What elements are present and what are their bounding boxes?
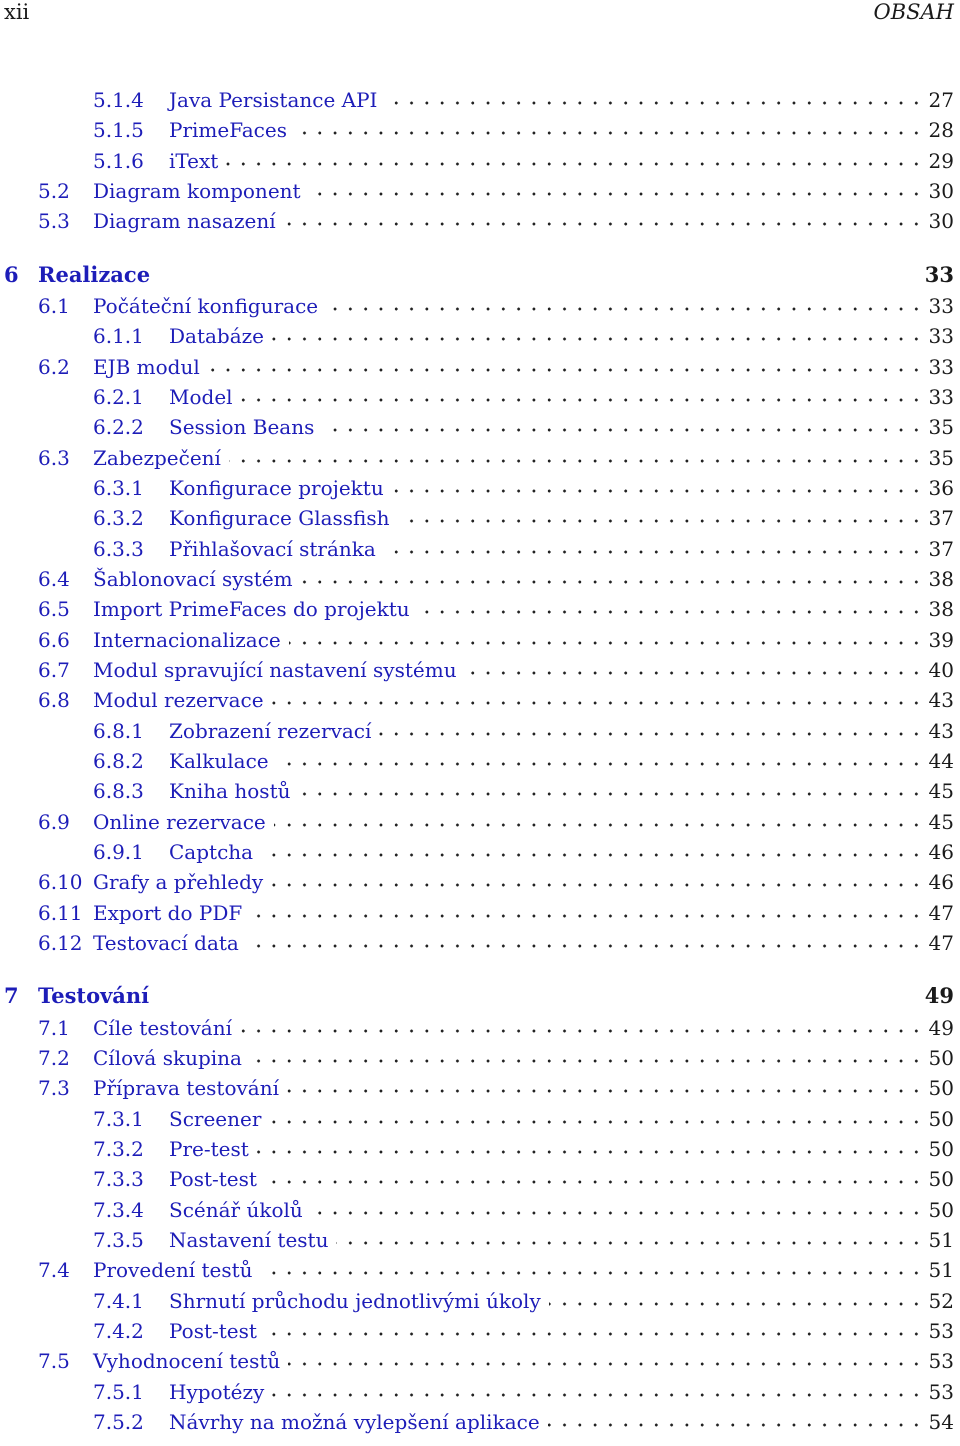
toc-entry-number[interactable]: 7 — [4, 983, 19, 1008]
toc-dot-leader — [241, 382, 924, 412]
toc-entry-number[interactable]: 7.3.2 — [93, 1137, 144, 1161]
toc-entry-page: 33 — [928, 294, 954, 318]
toc-subsection-entry[interactable] — [0, 716, 960, 746]
toc-entry-title[interactable]: Pre-test — [169, 1137, 249, 1161]
toc-dot-leader — [549, 1286, 924, 1316]
toc-entry-page: 50 — [928, 1167, 954, 1191]
toc-section-entry[interactable] — [0, 1043, 960, 1073]
toc-entry-number[interactable]: 7.1 — [38, 1016, 70, 1040]
toc-dot-leader — [289, 625, 924, 655]
toc-entry-page: 33 — [928, 324, 954, 348]
toc-entry-number[interactable]: 6.3 — [38, 446, 70, 470]
toc-entry-page: 51 — [928, 1258, 954, 1282]
toc-entry-title[interactable]: Realizace — [38, 262, 151, 287]
toc-entry-title[interactable]: Modul rezervace — [93, 688, 264, 712]
toc-entry-number[interactable]: 7.3.1 — [93, 1107, 144, 1131]
toc-entry-page: 43 — [928, 688, 954, 712]
toc-entry-number[interactable]: 5.1.6 — [93, 149, 144, 173]
toc-entry-page: 38 — [928, 567, 954, 591]
toc-section-entry[interactable] — [0, 685, 960, 715]
toc-dot-leader — [240, 1013, 924, 1043]
toc-subsection-entry[interactable] — [0, 473, 960, 503]
toc-entry-page: 46 — [928, 840, 954, 864]
toc-entry-page: 38 — [928, 597, 954, 621]
toc-entry-page: 46 — [928, 870, 954, 894]
toc-subsection-entry[interactable] — [0, 1225, 960, 1255]
toc-entry-number[interactable]: 6.4 — [38, 567, 70, 591]
toc-entry-page: 50 — [928, 1076, 954, 1100]
toc-entry-title[interactable]: Shrnutí průchodu jednotlivými úkoly — [169, 1289, 541, 1313]
toc-entry-title[interactable]: Screener — [169, 1107, 262, 1131]
toc-entry-number[interactable]: 6.3.2 — [93, 506, 144, 530]
toc-entry-page: 27 — [928, 88, 954, 112]
toc-entry-number[interactable]: 7.5 — [38, 1349, 70, 1373]
toc-entry-title[interactable]: PrimeFaces — [169, 118, 287, 142]
toc-subsection-entry[interactable] — [0, 321, 960, 351]
toc-dot-leader — [288, 1346, 924, 1376]
toc-entry-number[interactable]: 7.5.2 — [93, 1410, 144, 1434]
toc-entry-number[interactable]: 7.4.2 — [93, 1319, 144, 1343]
toc-entry-title[interactable]: Diagram nasazení — [93, 209, 276, 233]
toc-dot-leader — [271, 867, 924, 897]
toc-dot-leader — [311, 1195, 924, 1225]
toc-dot-leader — [295, 115, 924, 145]
toc-dot-leader — [284, 206, 924, 236]
toc-entry-page: 39 — [928, 628, 954, 652]
toc-subsection-entry[interactable] — [0, 534, 960, 564]
toc-entry-page: 30 — [928, 209, 954, 233]
toc-entry-number[interactable]: 6.7 — [38, 658, 70, 682]
toc-section-entry[interactable] — [0, 655, 960, 685]
toc-dot-leader — [269, 1104, 924, 1134]
toc-dot-leader — [261, 1255, 924, 1285]
toc-entry-page: 44 — [928, 749, 954, 773]
toc-entry-page: 37 — [928, 537, 954, 561]
toc-dot-leader — [322, 412, 924, 442]
toc-subsection-entry[interactable] — [0, 1316, 960, 1346]
toc-entry-title[interactable]: Databáze — [169, 324, 265, 348]
toc-entry-number[interactable]: 5.1.4 — [93, 88, 144, 112]
toc-subsection-entry[interactable] — [0, 115, 960, 145]
toc-entry-number[interactable]: 6 — [4, 262, 19, 287]
toc-section-entry[interactable] — [0, 867, 960, 897]
toc-dot-leader — [385, 85, 924, 115]
toc-section-entry[interactable] — [0, 625, 960, 655]
toc-entry-number[interactable]: 6.3.3 — [93, 537, 144, 561]
toc-entry-page: 51 — [928, 1228, 954, 1252]
toc-section-entry[interactable] — [0, 443, 960, 473]
toc-entry-page: 37 — [928, 506, 954, 530]
toc-subsection-entry[interactable] — [0, 837, 960, 867]
toc-subsection-entry[interactable] — [0, 1377, 960, 1407]
toc-entry-page: 53 — [928, 1349, 954, 1373]
toc-entry-title[interactable]: Nastavení testu — [169, 1228, 329, 1252]
toc-entry-title[interactable]: Diagram komponent — [93, 179, 301, 203]
toc-dot-leader — [272, 321, 924, 351]
toc-section-entry[interactable] — [0, 928, 960, 958]
toc-entry-number[interactable]: 6.2.1 — [93, 385, 144, 409]
toc-subsection-entry[interactable] — [0, 503, 960, 533]
toc-entry-number[interactable]: 7.4.1 — [93, 1289, 144, 1313]
toc-entry-number[interactable]: 6.3.1 — [93, 476, 144, 500]
toc-entry-page: 40 — [928, 658, 954, 682]
toc-entry-number[interactable]: 7.3.5 — [93, 1228, 144, 1252]
toc-dot-leader — [265, 1316, 924, 1346]
toc-entry-title[interactable]: Testovací data — [93, 931, 239, 955]
toc-entry-number[interactable]: 6.2 — [38, 355, 70, 379]
toc-entry-title[interactable]: Internacionalizace — [93, 628, 281, 652]
toc-entry-title[interactable]: Online rezervace — [93, 810, 266, 834]
toc-entry-title[interactable]: Kniha hostů — [169, 779, 291, 803]
toc-entry-title[interactable]: EJB modul — [93, 355, 200, 379]
toc-entry-number[interactable]: 6.9.1 — [93, 840, 144, 864]
toc-subsection-entry[interactable] — [0, 1164, 960, 1194]
toc-entry-page: 35 — [928, 446, 954, 470]
toc-entry-title[interactable]: Provedení testů — [93, 1258, 253, 1282]
toc-subsection-entry[interactable] — [0, 1195, 960, 1225]
toc-dot-leader — [548, 1407, 924, 1437]
toc-entry-page: 33 — [928, 355, 954, 379]
toc-entry-number[interactable]: 6.11 — [38, 901, 83, 925]
toc-subsection-entry[interactable] — [0, 146, 960, 176]
toc-section-entry[interactable] — [0, 594, 960, 624]
toc-entry-number[interactable]: 7.3 — [38, 1076, 70, 1100]
toc-entry-title[interactable]: Konfigurace Glassfish — [169, 506, 390, 530]
toc-entry-number[interactable]: 6.8.1 — [93, 719, 144, 743]
toc-entry-number[interactable]: 7.3.3 — [93, 1167, 144, 1191]
toc-subsection-entry[interactable] — [0, 412, 960, 442]
toc-entry-title[interactable]: Příprava testování — [93, 1076, 279, 1100]
toc-subsection-entry[interactable] — [0, 746, 960, 776]
toc-section-entry[interactable] — [0, 1346, 960, 1376]
toc-entry-title[interactable]: Post-test — [169, 1167, 257, 1191]
toc-dot-leader — [287, 1073, 924, 1103]
toc-entry-number[interactable]: 6.6 — [38, 628, 70, 652]
toc-entry-number[interactable]: 6.9 — [38, 810, 70, 834]
toc-subsection-entry[interactable] — [0, 1286, 960, 1316]
toc-dot-leader — [250, 1043, 924, 1073]
toc-entry-number[interactable]: 7.3.4 — [93, 1198, 144, 1222]
toc-section-entry[interactable] — [0, 1255, 960, 1285]
running-section-title: OBSAH — [873, 0, 954, 24]
toc-entry-title[interactable]: Grafy a přehledy — [93, 870, 264, 894]
toc-chapter-entry[interactable] — [0, 260, 960, 290]
toc-dot-leader — [247, 928, 924, 958]
toc-entry-title[interactable]: Počáteční konfigurace — [93, 294, 319, 318]
toc-dot-leader — [272, 1377, 924, 1407]
toc-entry-page: 49 — [928, 1016, 954, 1040]
toc-section-entry[interactable] — [0, 1013, 960, 1043]
toc-dot-leader — [336, 1225, 924, 1255]
toc-entry-number[interactable]: 7.4 — [38, 1258, 70, 1282]
toc-entry-title[interactable]: Modul spravující nastavení systému — [93, 658, 457, 682]
toc-entry-number[interactable]: 5.2 — [38, 179, 70, 203]
toc-dot-leader — [298, 776, 924, 806]
toc-entry-page: 50 — [928, 1107, 954, 1131]
toc-subsection-entry[interactable] — [0, 1134, 960, 1164]
toc-entry-page: 28 — [928, 118, 954, 142]
toc-entry-number[interactable]: 6.5 — [38, 597, 70, 621]
toc-entry-title[interactable]: Session Beans — [169, 415, 315, 439]
toc-entry-title[interactable]: iText — [169, 149, 219, 173]
toc-dot-leader — [257, 1134, 924, 1164]
toc-dot-leader — [226, 146, 924, 176]
toc-chapter-entry[interactable] — [0, 981, 960, 1011]
toc-dot-leader — [384, 534, 924, 564]
toc-subsection-entry[interactable] — [0, 776, 960, 806]
toc-entry-number[interactable]: 6.1.1 — [93, 324, 144, 348]
toc-entry-title[interactable]: Zabezpečení — [93, 446, 221, 470]
toc-dot-leader — [250, 898, 924, 928]
toc-entry-page: 35 — [928, 415, 954, 439]
toc-dot-leader — [265, 1164, 924, 1194]
toc-entry-page: 36 — [928, 476, 954, 500]
toc-entry-page: 47 — [928, 931, 954, 955]
toc-entry-page: 52 — [928, 1289, 954, 1313]
toc-entry-title[interactable]: Import PrimeFaces do projektu — [93, 597, 410, 621]
toc-entry-number[interactable]: 6.8.2 — [93, 749, 144, 773]
toc-section-entry[interactable] — [0, 352, 960, 382]
toc-entry-title[interactable]: Post-test — [169, 1319, 257, 1343]
toc-entry-page: 53 — [928, 1380, 954, 1404]
toc-dot-leader — [277, 746, 924, 776]
toc-dot-leader — [465, 655, 924, 685]
toc-entry-page: 29 — [928, 149, 954, 173]
toc-entry-page: 45 — [928, 779, 954, 803]
toc-entry-title[interactable]: Šablonovací systém — [93, 567, 293, 591]
toc-section-entry[interactable] — [0, 291, 960, 321]
toc-entry-title[interactable]: Vyhodnocení testů — [93, 1349, 281, 1373]
toc-entry-page: 50 — [928, 1046, 954, 1070]
toc-entry-title[interactable]: Návrhy na možná vylepšení aplikace — [169, 1410, 540, 1434]
toc-entry-title[interactable]: Přihlašovací stránka — [169, 537, 376, 561]
toc-entry-number[interactable]: 6.8 — [38, 688, 70, 712]
toc-entry-title[interactable]: Cílová skupina — [93, 1046, 242, 1070]
toc-entry-page: 33 — [924, 262, 954, 287]
toc-dot-leader — [229, 443, 924, 473]
toc-entry-title[interactable]: Scénář úkolů — [169, 1198, 303, 1222]
toc-entry-title[interactable]: Kalkulace — [169, 749, 269, 773]
toc-section-entry[interactable] — [0, 898, 960, 928]
page-number: xii — [4, 0, 30, 24]
toc-entry-page: 30 — [928, 179, 954, 203]
toc-entry-number[interactable]: 5.3 — [38, 209, 70, 233]
toc-entry-number[interactable]: 6.2.2 — [93, 415, 144, 439]
toc-subsection-entry[interactable] — [0, 1407, 960, 1437]
toc-subsection-entry[interactable] — [0, 85, 960, 115]
toc-entry-number[interactable]: 5.1.5 — [93, 118, 144, 142]
toc-entry-title[interactable]: Captcha — [169, 840, 254, 864]
toc-entry-page: 45 — [928, 810, 954, 834]
toc-entry-number[interactable]: 7.5.1 — [93, 1380, 144, 1404]
toc-entry-title[interactable]: Model — [169, 385, 233, 409]
toc-subsection-entry[interactable] — [0, 382, 960, 412]
toc-entry-page: 50 — [928, 1198, 954, 1222]
toc-entry-page: 50 — [928, 1137, 954, 1161]
toc-entry-page: 49 — [924, 983, 954, 1008]
toc-dot-leader — [274, 807, 924, 837]
toc-entry-page: 47 — [928, 901, 954, 925]
toc-entry-title[interactable]: Java Persistance API — [169, 88, 378, 112]
toc-section-entry[interactable] — [0, 807, 960, 837]
toc-entry-number[interactable]: 6.8.3 — [93, 779, 144, 803]
toc-section-entry[interactable] — [0, 176, 960, 206]
toc-section-entry[interactable] — [0, 206, 960, 236]
toc-entry-title[interactable]: Konfigurace projektu — [169, 476, 384, 500]
toc-dot-leader — [301, 564, 924, 594]
toc-dot-leader — [379, 716, 924, 746]
toc-section-entry[interactable] — [0, 1073, 960, 1103]
toc-dot-leader — [418, 594, 924, 624]
toc-entry-title[interactable]: Zobrazení rezervací — [169, 719, 372, 743]
toc-entry-title[interactable]: Hypotézy — [169, 1380, 265, 1404]
toc-entry-title[interactable]: Cíle testování — [93, 1016, 233, 1040]
toc-entry-title[interactable]: Testování — [38, 983, 150, 1008]
toc-dot-leader — [326, 291, 924, 321]
toc-entry-page: 43 — [928, 719, 954, 743]
toc-entry-page: 53 — [928, 1319, 954, 1343]
toc-entry-number[interactable]: 6.10 — [38, 870, 83, 894]
toc-dot-leader — [261, 837, 924, 867]
toc-entry-page: 33 — [928, 385, 954, 409]
toc-entry-number[interactable]: 6.12 — [38, 931, 83, 955]
toc-dot-leader — [208, 352, 924, 382]
toc-entry-number[interactable]: 7.2 — [38, 1046, 70, 1070]
toc-dot-leader — [398, 503, 924, 533]
toc-entry-page: 54 — [928, 1410, 954, 1434]
toc-dot-leader — [272, 685, 924, 715]
toc-entry-title[interactable]: Export do PDF — [93, 901, 243, 925]
toc-entry-number[interactable]: 6.1 — [38, 294, 70, 318]
toc-section-entry[interactable] — [0, 564, 960, 594]
toc-dot-leader — [392, 473, 924, 503]
toc-subsection-entry[interactable] — [0, 1104, 960, 1134]
toc-dot-leader — [309, 176, 924, 206]
